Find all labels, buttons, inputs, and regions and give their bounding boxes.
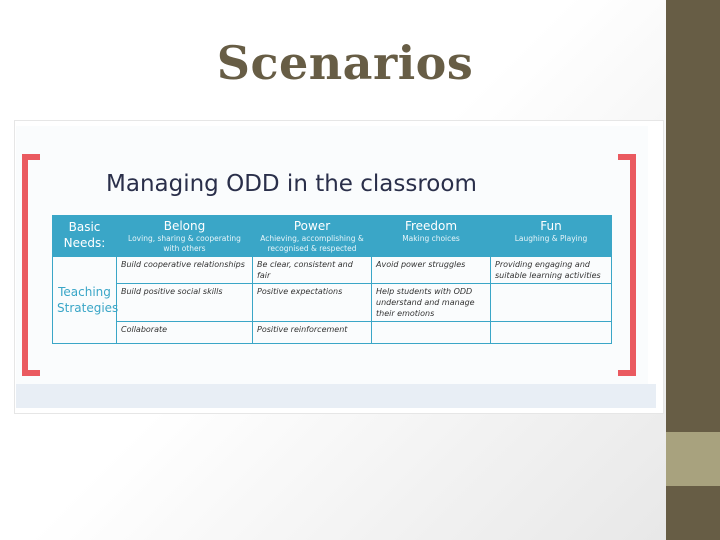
table-cell (491, 322, 612, 344)
table-cell: Collaborate (117, 322, 253, 344)
column-header-fun (491, 216, 612, 257)
table-row (53, 284, 612, 322)
column-subtitle: Achieving, accomplishing & recognised & respected (260, 234, 364, 253)
table-cell: Positive reinforcement (253, 322, 372, 344)
table-row (53, 257, 612, 284)
column-title: Belong (163, 219, 206, 233)
table-cell (491, 284, 612, 322)
odd-strategies-table (52, 215, 612, 344)
teaching-strategies-label: Teaching Strategies (53, 257, 117, 344)
table-cell: Build positive social skills (117, 284, 253, 322)
column-subtitle: Loving, sharing & cooperating with others (128, 234, 241, 253)
table-cell: Avoid power struggles (372, 257, 491, 284)
basic-needs-header: Basic Needs: (53, 216, 117, 257)
table-cell: Providing engaging and suitable learning activities (491, 257, 612, 284)
column-title: Fun (540, 219, 562, 233)
table-cell (372, 322, 491, 344)
column-header-power (253, 216, 372, 257)
table-cell: Help students with ODD understand and manage their emotions (372, 284, 491, 322)
table-row (53, 322, 612, 344)
column-title: Freedom (404, 219, 458, 233)
left-bracket-decoration (22, 154, 40, 376)
column-subtitle: Making choices (402, 234, 460, 243)
column-header-freedom (372, 216, 491, 257)
sidebar-accent-middle (666, 432, 720, 486)
column-subtitle: Laughing & Playing (514, 234, 588, 243)
right-bracket-decoration (618, 154, 636, 376)
table-cell: Positive expectations (253, 284, 372, 322)
image-heading: Managing ODD in the classroom (106, 171, 477, 197)
table-cell: Build cooperative relationships (117, 257, 253, 284)
table-cell: Be clear, consistent and fair (253, 257, 372, 284)
column-title: Power (293, 219, 331, 233)
embedded-image-footer (16, 384, 656, 408)
sidebar-accent-bottom (666, 486, 720, 540)
table-header-row (53, 216, 612, 257)
slide-title: Scenarios (216, 36, 474, 90)
column-header-belong (117, 216, 253, 257)
